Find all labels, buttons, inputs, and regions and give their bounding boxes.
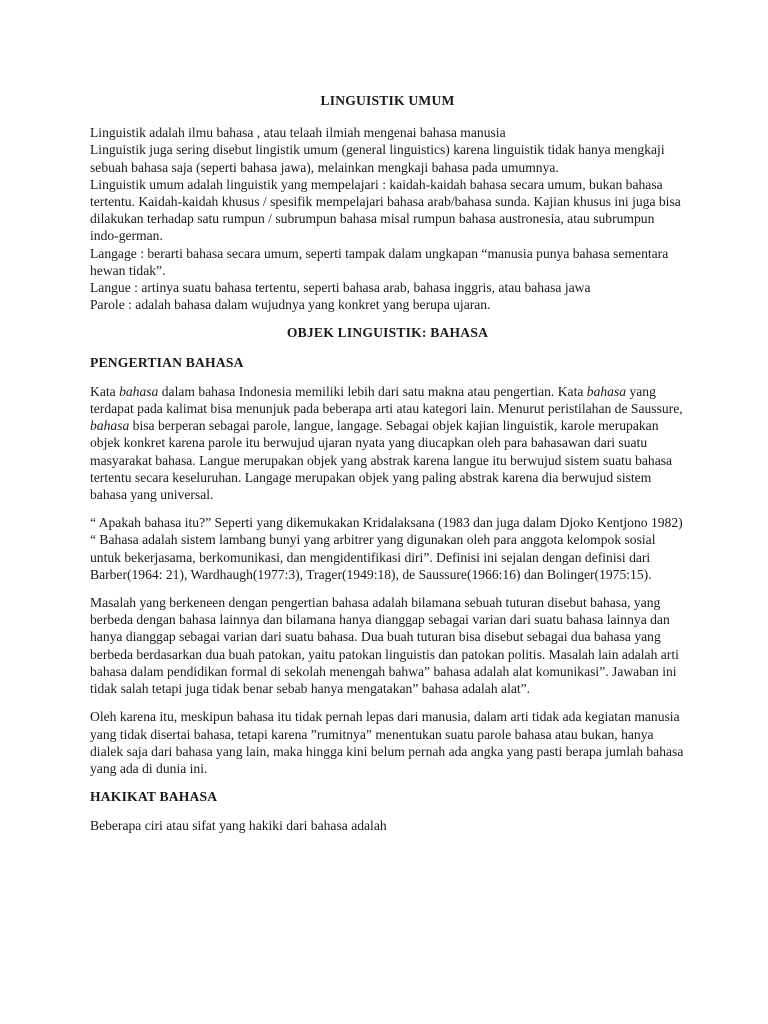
intro-line: Langage : berarti bahasa secara umum, seperti tampak dalam ungkapan “manusia punya bahasa sementara hewan tidak”. [90,245,669,278]
intro-line: Langue : artinya suatu bahasa tertentu, seperti bahasa arab, bahasa inggris, atau bahasa jawa [90,280,591,296]
intro-block [90,124,685,313]
italic-term: bahasa [586,383,627,399]
section-heading-hakikat: HAKIKAT BAHASA [90,789,218,805]
paragraph-pengertian-4: Oleh karena itu, meskipun bahasa itu tidak pernah lepas dari manusia, dalam arti tidak ada kegiatan manusia yang tidak disertai bahasa, tetapi karena ”rumitnya” menentukan suatu parole bahasa atau bukan, hanya dialek saja dari bahasa yang lain, maka hingga kini belum pernah ada angka yang pasti berapa jumlah bahasa yang ada di dunia ini. [90,709,684,776]
italic-term: bahasa [90,418,130,434]
intro-line: Linguistik juga sering disebut lingistik umum (general linguistics) karena linguistik tidak hanya mengkaji sebuah bahasa saja (seperti bahasa jawa), melainkan mengkaji bahasa pada umumnya. [90,142,665,175]
paragraph-pengertian-1 [90,383,685,503]
paragraph-hakikat-1: Beberapa ciri atau sifat yang hakiki dari bahasa adalah [90,818,387,834]
text-run: yang terdapat pada kalimat bisa menunjuk pada beberapa arti atau kategori lain. Menurut peristilahan de Saussure, [90,383,683,417]
intro-line: Parole : adalah bahasa dalam wujudnya yang konkret yang berupa ujaran. [90,297,491,313]
document-title: LINGUISTIK UMUM [320,93,455,108]
text-run: Kata [90,383,120,399]
intro-line: Linguistik umum adalah linguistik yang mempelajari : kaidah-kaidah bahasa secara umum, bukan bahasa tertentu. Kaidah-kaidah khusus / spesifik mempelajari bahasa arab/bahasa sunda. Kajian khusus ini juga bisa dilakukan terhadap satu rumpun / subrumpun bahasa misal rumpun bahasa austronesia, atau subrumpun indo-german. [90,176,681,244]
section-heading-objek: OBJEK LINGUISTIK: BAHASA [286,325,489,341]
paragraph-pengertian-3: Masalah yang berkeneen dengan pengertian bahasa adalah bilamana sebuah tuturan disebut bahasa, yang berbeda dengan bahasa lainnya dan bilamana hanya dianggap sebagai varian dari suatu bahasa lainnya dan hanya dianggap sebagai varian dari suatu bahasa. Dua buah tuturan bisa disebut sebagai dua bahasa yang berbeda berdasarkan dua buah patokan, yaitu patokan linguistis dan patokan politis. Masalah lain adalah arti bahasa dalam pendidikan formal di sekolah menengah bahwa” bahasa adalah alat komunikasi”. Jawaban ini tidak salah tetapi juga tidak benar sebab hanya mengatakan” bahasa adalah alat”. [90,595,679,697]
text-run: dalam bahasa Indonesia memiliki lebih dari satu makna atau pengertian. Kata [158,383,587,399]
text-run: bisa berperan sebagai parole, langue, langage. Sebagai objek kajian linguistik, karole merupakan objek konkret karena parole itu berwujud ujaran nyata yang diucapkan oleh para bahasawan dari suatu masyarakat bahasa. Langue merupakan objek yang abstrak karena langue itu berwujud sistem suatu bahasa tertentu secara keseluruhan. Langage merupakan objek yang paling abstrak karena dia berwujud sistem bahasa yang universal. [90,418,673,503]
italic-term: bahasa [119,383,159,399]
section-heading-pengertian: PENGERTIAN BAHASA [90,354,244,370]
document-page [90,92,685,846]
paragraph-pengertian-2: “ Apakah bahasa itu?” Seperti yang dikemukakan Kridalaksana (1983 dan juga dalam Djoko Kentjono 1982) “ Bahasa adalah sistem lambang bunyi yang arbitrer yang digunakan oleh para anggota kelompok sosial untuk bekerjasama, berkomunikasi, dan mengidentifikasi diri”. Definisi ini sejalan dengan definisi dari Barber(1964: 21), Wardhaugh(1977:3), Trager(1949:18), de Saussure(1966:16) dan Bolinger(1975:15). [90,515,683,582]
intro-line: Linguistik adalah ilmu bahasa , atau telaah ilmiah mengenai bahasa manusia [90,125,506,141]
